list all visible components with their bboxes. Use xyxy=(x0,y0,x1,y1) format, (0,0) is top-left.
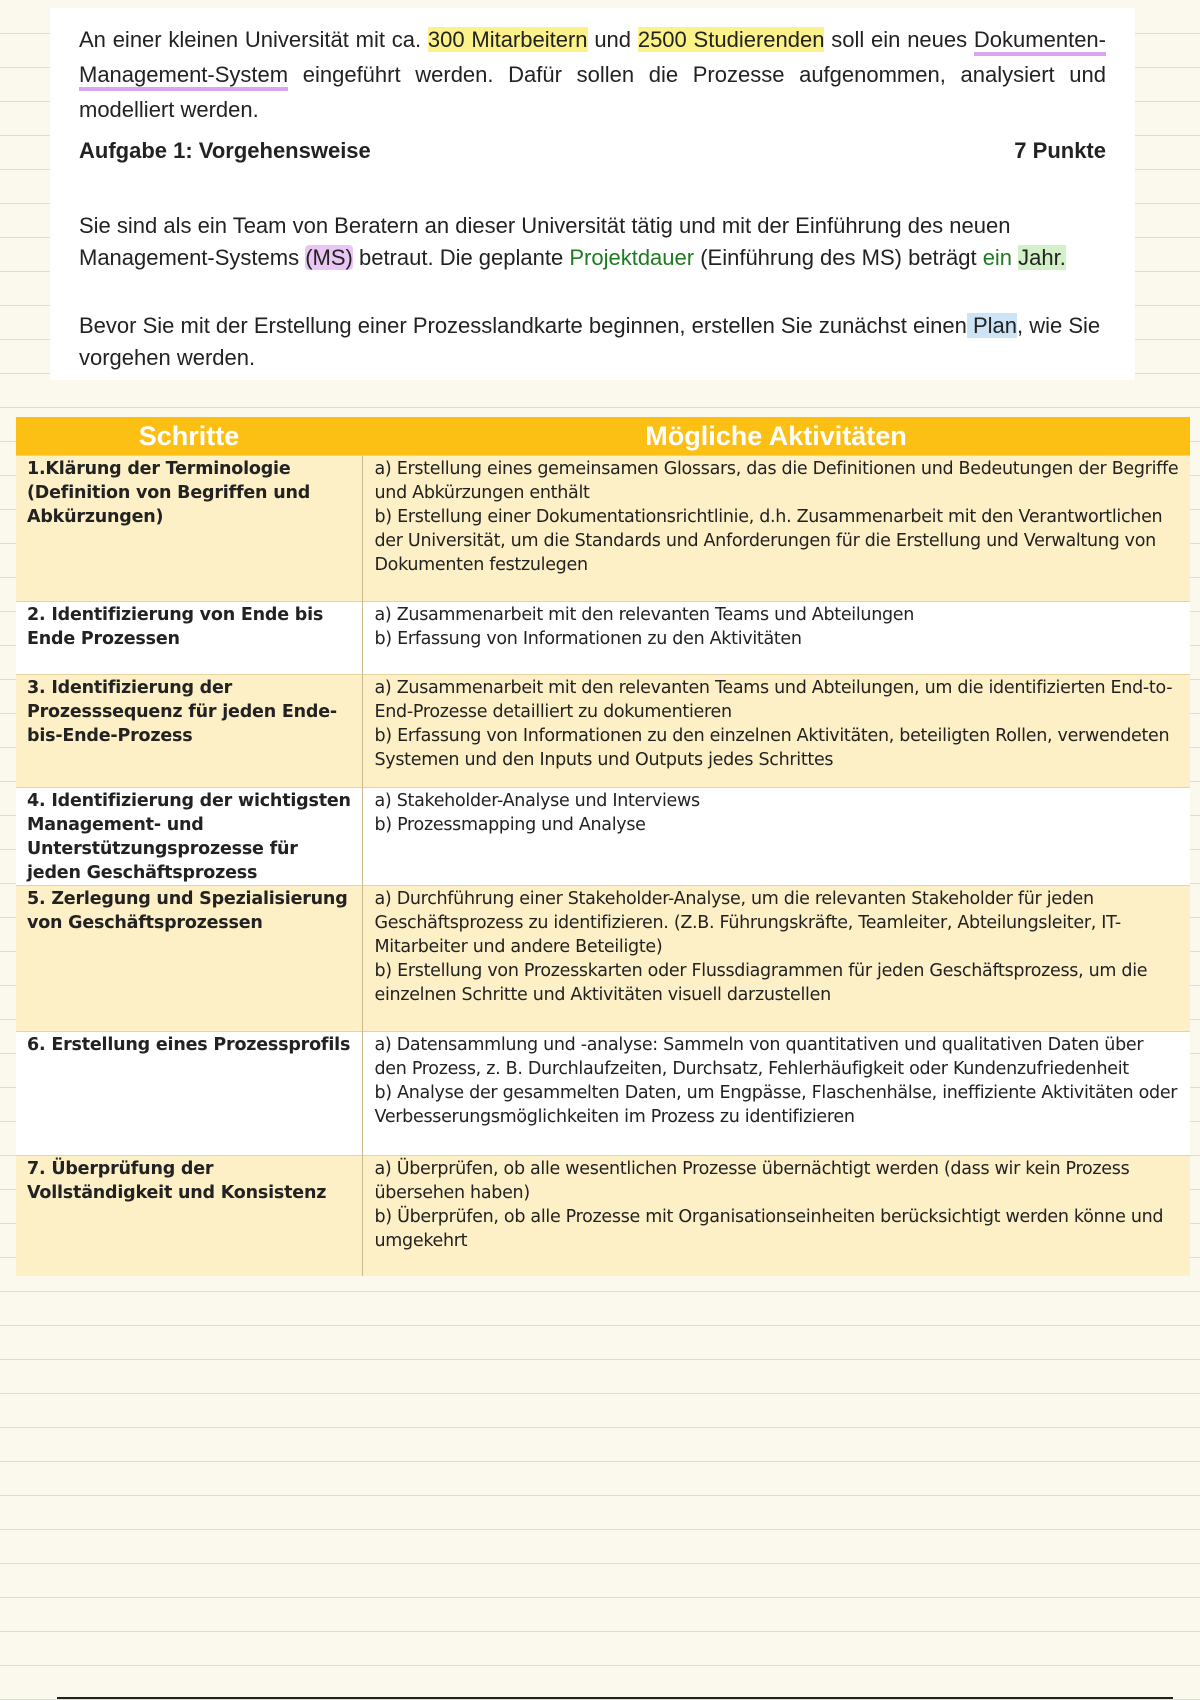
header-steps: Schritte xyxy=(16,417,362,456)
plan-paragraph xyxy=(79,310,1106,374)
task-paragraph xyxy=(79,210,1106,274)
task-title: Aufgabe 1: Vorgehensweise xyxy=(79,138,371,163)
activity-a: a) Zusammenarbeit mit den relevanten Teams und Abteilungen, um die identifizierten End-to-End-Prozesse detailliert zu dokumentieren xyxy=(374,678,1173,722)
text: und xyxy=(587,27,638,52)
steps-table xyxy=(16,417,1190,1276)
table-row xyxy=(16,675,1190,788)
activity-a: a) Datensammlung und -analyse: Sammeln von quantitativen und qualitativen Daten über den Prozess, z. B. Durchlaufzeiten, Durchsatz, Fehlerhäufigkeit oder Kundenzufriedenheit xyxy=(374,1035,1144,1079)
table-row xyxy=(16,602,1190,675)
text: soll ein neues xyxy=(824,27,974,52)
step-cell: 2. Identifizierung von Ende bis Ende Prozessen xyxy=(16,602,362,675)
highlight-dms: Dokumenten-Management-System xyxy=(79,27,1106,91)
activity-b: b) Erstellung einer Dokumentationsrichtlinie, d.h. Zusammenarbeit mit den Verantwortlichen der Universität, um die Standards und Anforderungen für die Erstellung und Verwaltung von Dokumenten festzulegen xyxy=(374,507,1163,575)
highlight-students: 2500 Studierenden xyxy=(637,27,825,52)
text: , wie Sie vorgehen werden. xyxy=(79,313,1101,370)
table-row xyxy=(16,456,1190,602)
activity-b: b) Überprüfen, ob alle Prozesse mit Organisationseinheiten berücksichtigt werden könne und umgekehrt xyxy=(374,1207,1164,1251)
activities-cell xyxy=(362,456,1190,602)
table-row xyxy=(16,788,1190,886)
step-cell: 3. Identifizierung der Prozesssequenz für jeden Ende-bis-Ende-Prozess xyxy=(16,675,362,788)
activities-cell xyxy=(362,886,1190,1032)
task-points: 7 Punkte xyxy=(1014,138,1106,163)
text: Sie sind als ein Team von Beratern an dieser Universität tätig und mit der Einführung des neuen Management-Systems xyxy=(79,213,1011,270)
activities-cell xyxy=(362,602,1190,675)
text: Bevor Sie mit der Erstellung einer Prozesslandkarte beginnen, erstellen Sie zunächst einen xyxy=(79,313,967,338)
step-cell: 6. Erstellung eines Prozessprofils xyxy=(16,1032,362,1156)
intro-paragraph xyxy=(79,22,1106,127)
activities-cell xyxy=(362,1156,1190,1276)
highlight-plan: Plan xyxy=(966,313,1017,338)
step-cell: 5. Zerlegung und Spezialisierung von Geschäftsprozessen xyxy=(16,886,362,1032)
text: eingeführt werden. Dafür sollen die Prozesse aufgenommen, analysiert und modelliert werden. xyxy=(79,62,1106,122)
activity-a: a) Zusammenarbeit mit den relevanten Teams und Abteilungen xyxy=(374,605,915,625)
table-row xyxy=(16,1032,1190,1156)
text: An einer kleinen Universität mit ca. xyxy=(79,27,428,52)
page-bottom-rule xyxy=(57,1697,1173,1699)
activity-b: b) Erfassung von Informationen zu den einzelnen Aktivitäten, beteiligten Rollen, verwendeten Systemen und den Inputs und Outputs jedes Schrittes xyxy=(374,726,1170,770)
table-header-row xyxy=(16,417,1190,456)
text: betraut. Die geplante xyxy=(352,245,570,270)
step-cell: 7. Überprüfung der Vollständigkeit und Konsistenz xyxy=(16,1156,362,1276)
text: (Einführung des MS) beträgt xyxy=(694,245,983,270)
table-row xyxy=(16,1156,1190,1276)
highlight-projektdauer: Projektdauer xyxy=(569,245,695,270)
highlight-ms: (MS) xyxy=(305,245,353,270)
highlight-ein: ein xyxy=(982,245,1013,270)
activities-cell xyxy=(362,788,1190,886)
step-cell: 1.Klärung der Terminologie (Definition von Begriffen und Abkürzungen) xyxy=(16,456,362,602)
highlight-staff: 300 Mitarbeitern xyxy=(427,27,588,52)
table-row xyxy=(16,886,1190,1032)
activities-cell xyxy=(362,675,1190,788)
activity-b: b) Prozessmapping und Analyse xyxy=(374,815,646,835)
activity-b: b) Analyse der gesammelten Daten, um Engpässe, Flaschenhälse, ineffiziente Aktivitäten oder Verbesserungsmöglichkeiten im Prozess zu identifizieren xyxy=(374,1083,1178,1127)
intro-box xyxy=(50,8,1135,380)
step-cell: 4. Identifizierung der wichtigsten Management- und Unterstützungsprozesse für jeden Geschäftsprozess xyxy=(16,788,362,886)
activities-cell xyxy=(362,1032,1190,1156)
activity-b: b) Erfassung von Informationen zu den Aktivitäten xyxy=(374,629,802,649)
activity-a: a) Überprüfen, ob alle wesentlichen Prozesse übernächtigt werden (dass wir kein Prozess übersehen haben) xyxy=(374,1159,1130,1203)
activity-a: a) Erstellung eines gemeinsamen Glossars, das die Definitionen und Bedeutungen der Begriffe und Abkürzungen enthält xyxy=(374,459,1179,503)
activity-a: a) Stakeholder-Analyse und Interviews xyxy=(374,791,700,811)
activity-b: b) Erstellung von Prozesskarten oder Flussdiagrammen für jeden Geschäftsprozess, um die einzelnen Schritte und Aktivitäten visuell darzustellen xyxy=(374,961,1148,1005)
highlight-jahr: Jahr. xyxy=(1018,245,1066,270)
task-heading xyxy=(79,138,1106,164)
activity-a: a) Durchführung einer Stakeholder-Analyse, um die relevanten Stakeholder für jeden Geschäftsprozess zu identifizieren. (Z.B. Führungskräfte, Teamleiter, Abteilungsleiter, IT-Mitarbeiter und andere Beteiligte) xyxy=(374,889,1121,957)
header-activities: Mögliche Aktivitäten xyxy=(362,417,1190,456)
